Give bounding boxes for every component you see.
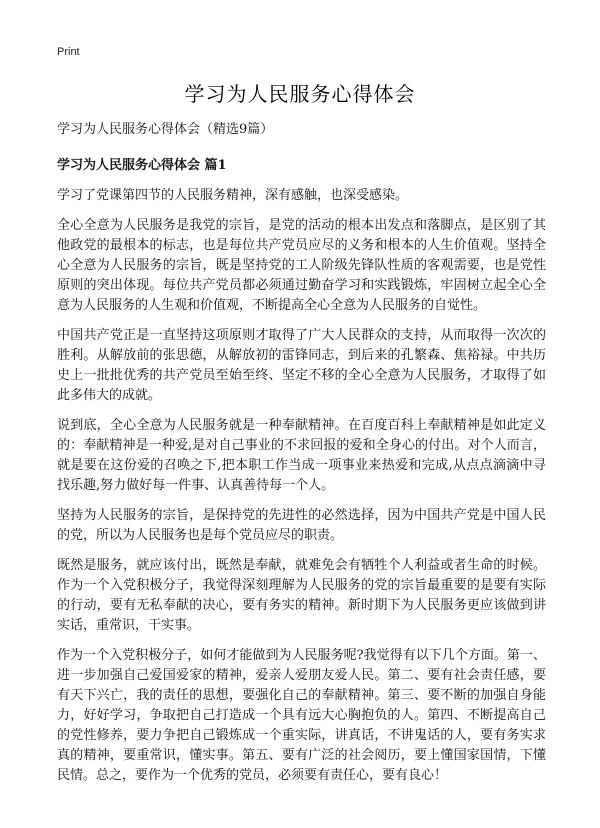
paragraph-3: 中国共产党正是一直坚持这项原则才取得了广大人民群众的支持，从而取得一次次的胜利。从解放前的张思德，从解放初的雷锋同志，到后来的孔繁森、焦裕禄。中共历史上一批批优秀的共产党员至始至终、坚定不移的全心全意为人民服务，才取得了如此多伟大的成就。	[57, 328, 546, 403]
document-subtitle: 学习为人民服务心得体会（精选9篇）	[57, 122, 274, 137]
paragraph-7: 作为一个入党积极分子，如何才能做到为人民服务呢?我觉得有以下几个方面。第一、进一步加强自己爱国爱家的精神，爱亲人爱朋友爱人民。第二、要有社会责任感，要有天下兴亡，我的责任的思想，要强化自己的奉献精神。第三、要不断的加强自身能力，好好学习，争取把自己打造成一个具有远大心胸抱负的人。第四、不断提高自己的党性修养，要力争把自己锻炼成一个重实际，讲真话，不讲鬼话的人，要有务实求真的精神，要重常识，懂实事。第五、要有广泛的社会阅历，要上懂国家国情，下懂民情。总之，要作为一个优秀的党员，必须要有责任心，要有良心！	[57, 648, 546, 783]
document-title: 学习为人民服务心得体会	[184, 82, 416, 106]
document-body	[57, 120, 546, 796]
paragraph-5: 坚持为人民服务的宗旨，是保持党的先进性的必然选择，因为中国共产党是中国人民的党，所以为人民服务也是每个党员应尽的职责。	[57, 508, 546, 543]
section-heading: 学习为人民服务心得体会 篇1	[57, 158, 227, 173]
print-link[interactable]: Print	[57, 46, 80, 58]
paragraph-2: 全心全意为人民服务是我党的宗旨，是党的活动的根本出发点和落脚点，是区别了其他政党的最根本的标志，也是每位共产党员应尽的义务和根本的人生价值观。坚持全心全意为人民服务的宗旨，既是坚持党的工人阶级先锋队性质的客观需要，也是党性原则的突出体现。每位共产党员都必须通过勤奋学习和实践锻炼，牢固树立起全心全意为人民服务的人生观和价值观，不断提高全心全意为人民服务的自觉性。	[57, 218, 546, 313]
paragraph-6: 既然是服务，就应该付出，既然是奉献，就难免会有牺牲个人利益或者生命的时候。作为一个入党积极分子，我觉得深刻理解为人民服务的党的宗旨最重要的是要有实际的行动，要有无私奉献的决心，要有务实的精神。新时期下为人民服务更应该做到讲实话，重常识，干实事。	[57, 558, 546, 633]
paragraph-1: 学习了党课第四节的人民服务精神，深有感触，也深受感染。	[57, 188, 409, 203]
paragraph-4: 说到底，全心全意为人民服务就是一种奉献精神。在百度百科上奉献精神是如此定义的：奉献精神是一种爱,是对自己事业的不求回报的爱和全身心的付出。对个人而言，就是要在这份爱的召唤之下,把本职工作当成一项事业来热爱和完成,从点点滴滴中寻找乐趣,努力做好每一件事、认真善待每一个人。	[57, 418, 546, 493]
